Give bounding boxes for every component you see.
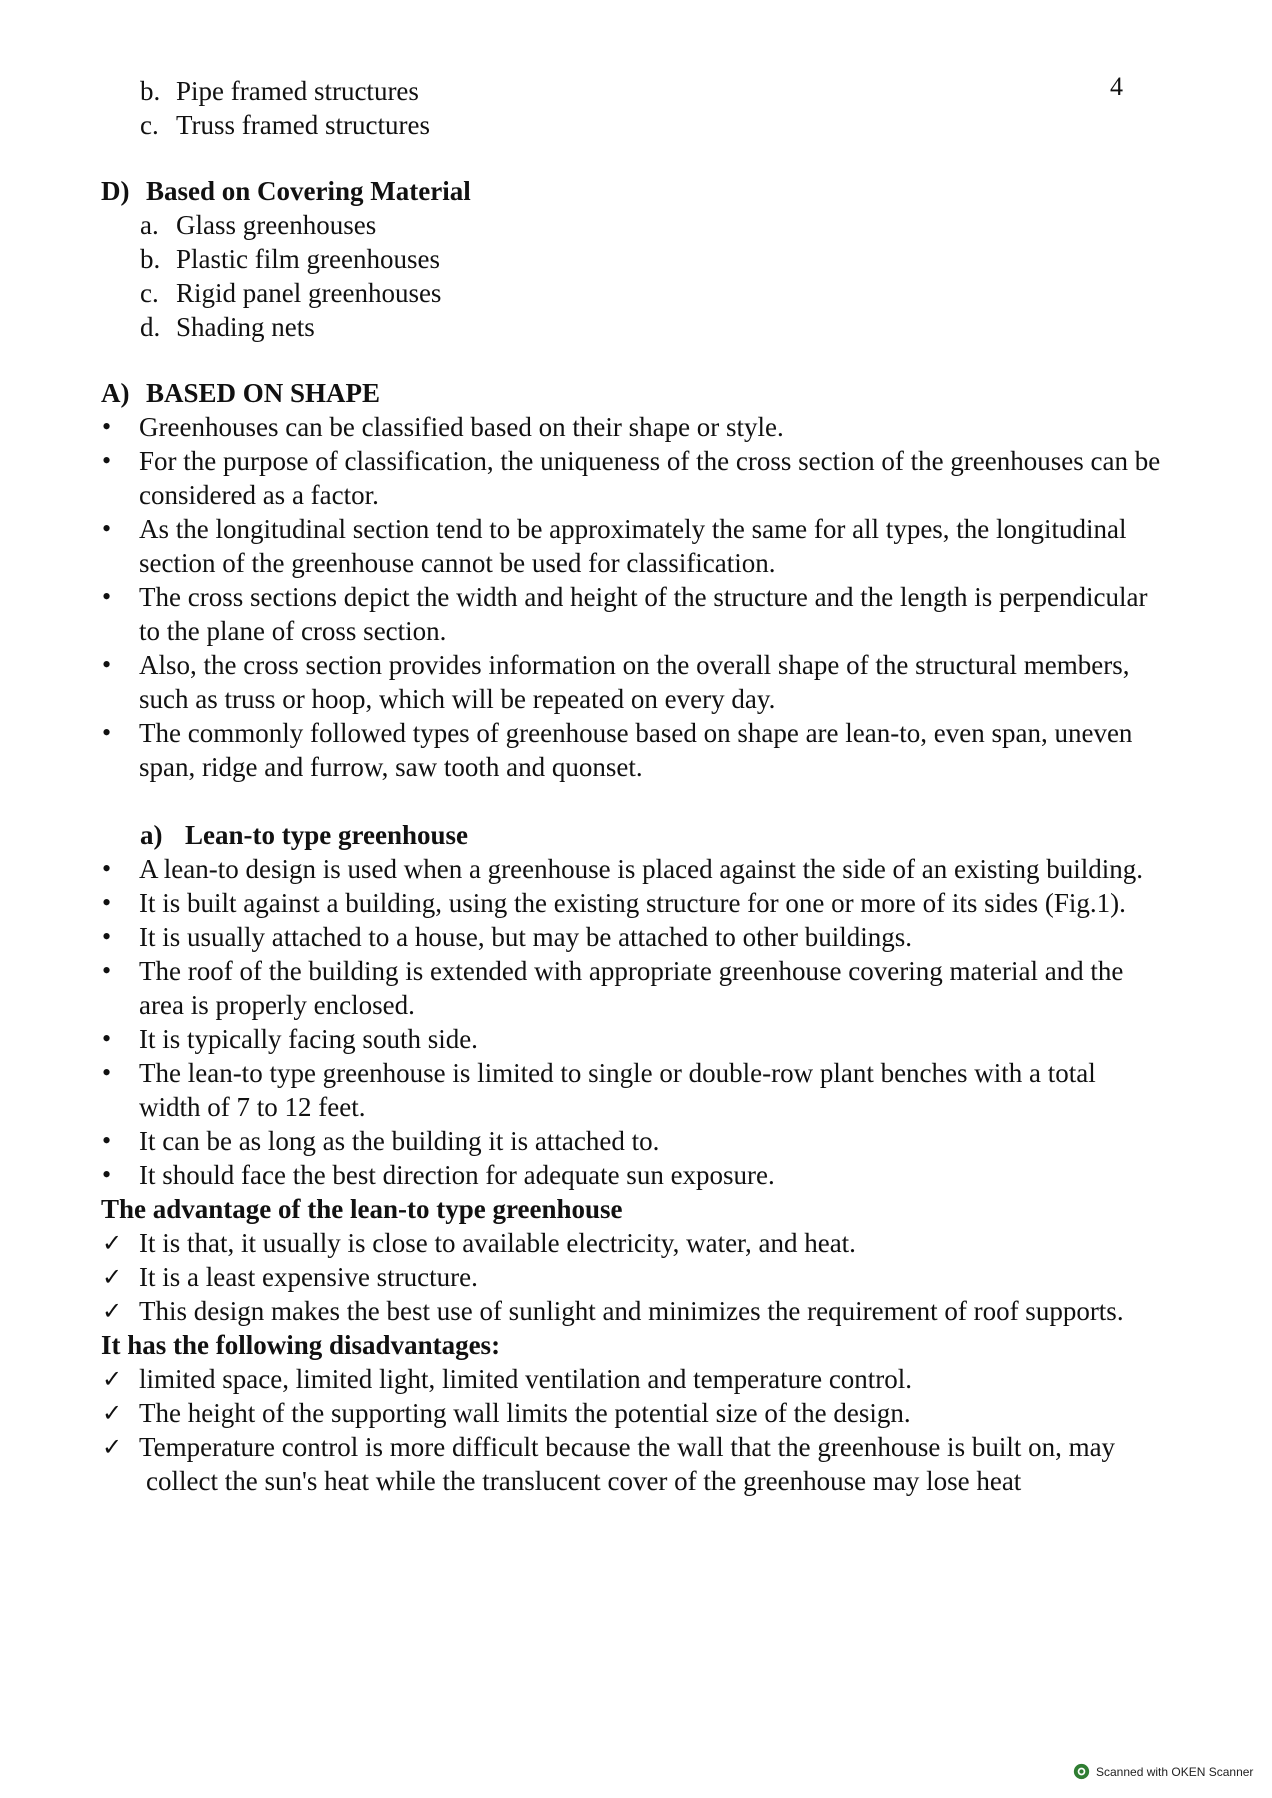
bullet-icon: • bbox=[102, 412, 112, 441]
subsection-marker: a) bbox=[140, 820, 163, 850]
list-marker: c. bbox=[140, 278, 159, 308]
section-marker: A) bbox=[101, 378, 130, 408]
check-item bbox=[101, 1260, 1161, 1294]
bullet-icon: • bbox=[102, 956, 112, 985]
scanner-logo-icon bbox=[1073, 1763, 1090, 1780]
checkmark-icon: ✓ bbox=[102, 1433, 123, 1461]
list-item-text: Truss framed structures bbox=[176, 110, 430, 140]
advantages-list bbox=[101, 1226, 1161, 1328]
checkmark-icon: ✓ bbox=[102, 1297, 123, 1325]
bullet-item bbox=[101, 1158, 1161, 1192]
check-text: It is a least expensive structure. bbox=[139, 1262, 478, 1292]
list-marker: c. bbox=[140, 110, 159, 140]
checkmark-icon: ✓ bbox=[102, 1263, 123, 1291]
list-item-text: Rigid panel greenhouses bbox=[176, 278, 442, 308]
section-d-heading bbox=[101, 174, 1161, 208]
lean-to-heading bbox=[101, 818, 1161, 852]
list-marker: a. bbox=[140, 210, 159, 240]
bullet-item bbox=[101, 410, 1161, 444]
bullet-item bbox=[101, 716, 1161, 784]
bullet-item bbox=[101, 580, 1161, 648]
bullet-text: It is usually attached to a house, but may be attached to other buildings. bbox=[139, 922, 913, 952]
intro-list bbox=[101, 74, 1161, 142]
check-text: This design makes the best use of sunlight and minimizes the requirement of roof supports. bbox=[139, 1296, 1124, 1326]
checkmark-icon: ✓ bbox=[102, 1365, 123, 1393]
check-text: Temperature control is more difficult because the wall that the greenhouse is built on, may bbox=[139, 1432, 1116, 1462]
bullet-text: A lean-to design is used when a greenhouse is placed against the side of an existing building. bbox=[139, 854, 1144, 884]
check-item bbox=[101, 1362, 1161, 1396]
bullet-text: The commonly followed types of greenhouse based on shape are lean-to, even span, uneven span, ridge and furrow, saw tooth and quonset. bbox=[139, 718, 1133, 782]
bullet-icon: • bbox=[102, 718, 112, 747]
bullet-icon: • bbox=[102, 922, 112, 951]
list-item bbox=[140, 310, 1161, 344]
bullet-text: The cross sections depict the width and height of the structure and the length is perpendicular to the plane of cross section. bbox=[139, 582, 1148, 646]
bullet-text: It is typically facing south side. bbox=[139, 1024, 478, 1054]
list-item bbox=[140, 108, 1161, 142]
bullet-item bbox=[101, 1056, 1161, 1124]
continuation-text: collect the sun's heat while the translucent cover of the greenhouse may lose heat bbox=[146, 1466, 1022, 1496]
bullet-icon: • bbox=[102, 854, 112, 883]
bullet-icon: • bbox=[102, 888, 112, 917]
bullet-icon: • bbox=[102, 582, 112, 611]
list-item bbox=[140, 74, 1161, 108]
bullet-text: It should face the best direction for adequate sun exposure. bbox=[139, 1160, 775, 1190]
covering-material-list bbox=[101, 208, 1161, 344]
section-marker: D) bbox=[101, 176, 130, 206]
bullet-item bbox=[101, 920, 1161, 954]
bullet-icon: • bbox=[102, 1058, 112, 1087]
bullet-item bbox=[101, 444, 1161, 512]
disadvantages-list bbox=[101, 1362, 1161, 1464]
section-title: Based on Covering Material bbox=[146, 176, 471, 206]
bullet-item bbox=[101, 512, 1161, 580]
check-text: limited space, limited light, limited ventilation and temperature control. bbox=[139, 1364, 913, 1394]
list-marker: b. bbox=[140, 244, 161, 274]
bullet-item bbox=[101, 1124, 1161, 1158]
check-item bbox=[101, 1294, 1161, 1328]
list-item-text: Shading nets bbox=[176, 312, 315, 342]
bullet-text: Also, the cross section provides information on the overall shape of the structural members, such as truss or hoop, which will be repeated on every day. bbox=[139, 650, 1130, 714]
bullet-text: It is built against a building, using the existing structure for one or more of its sides (Fig.1). bbox=[139, 888, 1126, 918]
scanner-watermark-text: Scanned with OKEN Scanner bbox=[1096, 1764, 1254, 1779]
list-item-text: Glass greenhouses bbox=[176, 210, 377, 240]
list-item-text: Pipe framed structures bbox=[176, 76, 419, 106]
list-item-text: Plastic film greenhouses bbox=[176, 244, 440, 274]
bullet-text: Greenhouses can be classified based on their shape or style. bbox=[139, 412, 784, 442]
bullet-item bbox=[101, 954, 1161, 1022]
list-item bbox=[140, 242, 1161, 276]
bullet-item bbox=[101, 886, 1161, 920]
list-marker: b. bbox=[140, 76, 161, 106]
bullet-icon: • bbox=[102, 1126, 112, 1155]
checkmark-icon: ✓ bbox=[102, 1229, 123, 1257]
lean-to-bullet-list bbox=[101, 852, 1161, 1192]
bullet-icon: • bbox=[102, 1024, 112, 1053]
check-item bbox=[101, 1430, 1161, 1464]
advantages-heading: The advantage of the lean-to type greenhouse bbox=[101, 1194, 623, 1224]
list-item bbox=[140, 208, 1161, 242]
disadvantages-heading: It has the following disadvantages: bbox=[101, 1330, 501, 1360]
check-item bbox=[101, 1396, 1161, 1430]
section-title: BASED ON SHAPE bbox=[146, 378, 381, 408]
check-text: It is that, it usually is close to available electricity, water, and heat. bbox=[139, 1228, 856, 1258]
bullet-item bbox=[101, 1022, 1161, 1056]
bullet-icon: • bbox=[102, 446, 112, 475]
bullet-item bbox=[101, 852, 1161, 886]
bullet-text: The lean-to type greenhouse is limited to single or double-row plant benches with a total width of 7 to 12 feet. bbox=[139, 1058, 1096, 1122]
check-item bbox=[101, 1226, 1161, 1260]
list-marker: d. bbox=[140, 312, 161, 342]
bullet-item bbox=[101, 648, 1161, 716]
bullet-text: As the longitudinal section tend to be approximately the same for all types, the longitudinal section of the greenhouse cannot be used for classification. bbox=[139, 514, 1127, 578]
section-a-heading bbox=[101, 376, 1161, 410]
checkmark-icon: ✓ bbox=[102, 1399, 123, 1427]
subsection-title: Lean-to type greenhouse bbox=[185, 820, 468, 850]
page-content bbox=[101, 74, 1161, 1498]
check-text: The height of the supporting wall limits the potential size of the design. bbox=[139, 1398, 911, 1428]
bullet-text: The roof of the building is extended with appropriate greenhouse covering material and the area is properly enclosed. bbox=[139, 956, 1124, 1020]
bullet-text: It can be as long as the building it is attached to. bbox=[139, 1126, 660, 1156]
bullet-icon: • bbox=[102, 1160, 112, 1189]
bullet-icon: • bbox=[102, 650, 112, 679]
list-item bbox=[140, 276, 1161, 310]
bullet-icon: • bbox=[102, 514, 112, 543]
bullet-text: For the purpose of classification, the uniqueness of the cross section of the greenhouses can be considered as a factor. bbox=[139, 446, 1161, 510]
shape-bullet-list bbox=[101, 410, 1161, 784]
page-number: 4 bbox=[1110, 72, 1123, 101]
scanner-watermark bbox=[1073, 1763, 1253, 1780]
